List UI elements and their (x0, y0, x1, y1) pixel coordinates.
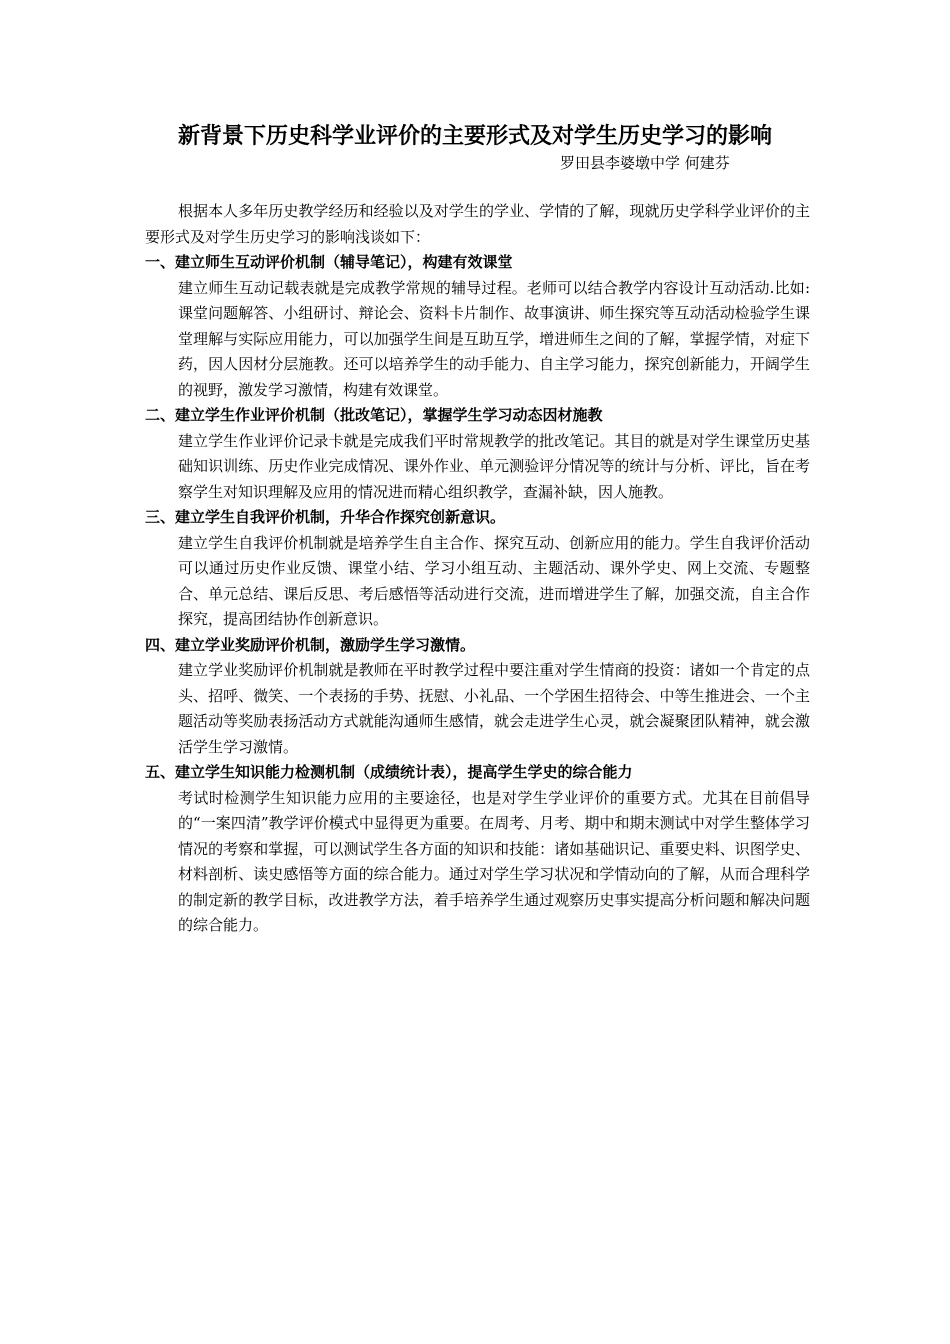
section-heading: 三、建立学生自我评价机制，升华合作探究创新意识。 (145, 508, 506, 526)
section-3 (145, 505, 810, 633)
section-paragraph: 建立学生自我评价机制就是培养学生自主合作、探究互动、创新应用的能力。学生自我评价活动可以通过历史作业反馈、课堂小结、学习小组互动、主题活动、课外学史、网上交流、专题整合、单元总结、课后反思、考后感悟等活动进行交流，进而增进学生了解，加强交流，自主合作探究，提高团结协作创新意识。 (178, 533, 810, 628)
section-paragraph: 建立学业奖励评价机制就是教师在平时教学过程中要注重对学生情商的投资：诸如一个肯定的点头、招呼、微笑、一个表扬的手势、抚慰、小礼品、一个学困生招待会、中等生推进会、一个主题活动等奖励表扬活动方式就能沟通师生感情，就会走进学生心灵，就会凝聚团队精神，就会激活学生学习激情。 (178, 661, 810, 756)
section-paragraph: 建立学生作业评价记录卡就是完成我们平时常规教学的批改笔记。其目的就是对学生课堂历史基础知识训练、历史作业完成情况、课外作业、单元测验评分情况等的统计与分析、评比，旨在考察学生对知识理解及应用的情况进而精心组织教学，查漏补缺，因人施教。 (178, 431, 810, 501)
section-heading: 二、建立学生作业评价机制（批改笔记），掌握学生学习动态因材施教 (145, 406, 603, 424)
author-line: 罗田县李婆墩中学 何建芬 (560, 154, 730, 172)
document-title: 新背景下历史科学业评价的主要形式及对学生历史学习的影响 (177, 124, 772, 149)
intro-paragraph: 根据本人多年历史教学经历和经验以及对学生的学业、学情的了解，现就历史学科学业评价的主要形式及对学生历史学习的影响浅谈如下： (145, 202, 810, 246)
section-5 (145, 760, 810, 939)
section-1 (145, 250, 810, 403)
section-heading: 一、建立师生互动评价机制（辅导笔记），构建有效课堂 (145, 253, 513, 271)
section-heading: 四、建立学业奖励评价机制，激励学生学习激情。 (145, 635, 476, 654)
section-paragraph: 建立师生互动记载表就是完成教学常规的辅导过程。老师可以结合教学内容设计互动活动.比如:课堂问题解答、小组研讨、辩论会、资料卡片制作、故事演讲、师生探究等互动活动检验学生课堂理解与实际应用能力，可以加强学生间是互助互学，增进师生之间的了解，掌握学情，对症下药，因人因材分层施教。还可以培养学生的动手能力、自主学习能力，探究创新能力，开阔学生的视野，激发学习激情，构建有效课堂。 (178, 278, 810, 399)
section-heading: 五、建立学生知识能力检测机制（成绩统计表），提高学生学史的综合能力 (145, 763, 633, 781)
section-4 (145, 633, 810, 761)
document-body (145, 199, 810, 939)
section-paragraph: 考试时检测学生知识能力应用的主要途径，也是对学生学业评价的重要方式。尤其在目前倡导的“一案四清”教学评价模式中显得更为重要。在周考、月考、期中和期末测试中对学生整体学习情况的考察和掌握，可以测试学生各方面的知识和技能：诸如基础识记、重要史料、识图学史、材料剖析、读史感悟等方面的综合能力。通过对学生学习状况和学情动向的了解，从而合理科学的制定新的教学目标，改进教学方法，着手培养学生通过观察历史事实提高分析问题和解决问题的综合能力。 (178, 788, 810, 934)
section-2 (145, 403, 810, 505)
